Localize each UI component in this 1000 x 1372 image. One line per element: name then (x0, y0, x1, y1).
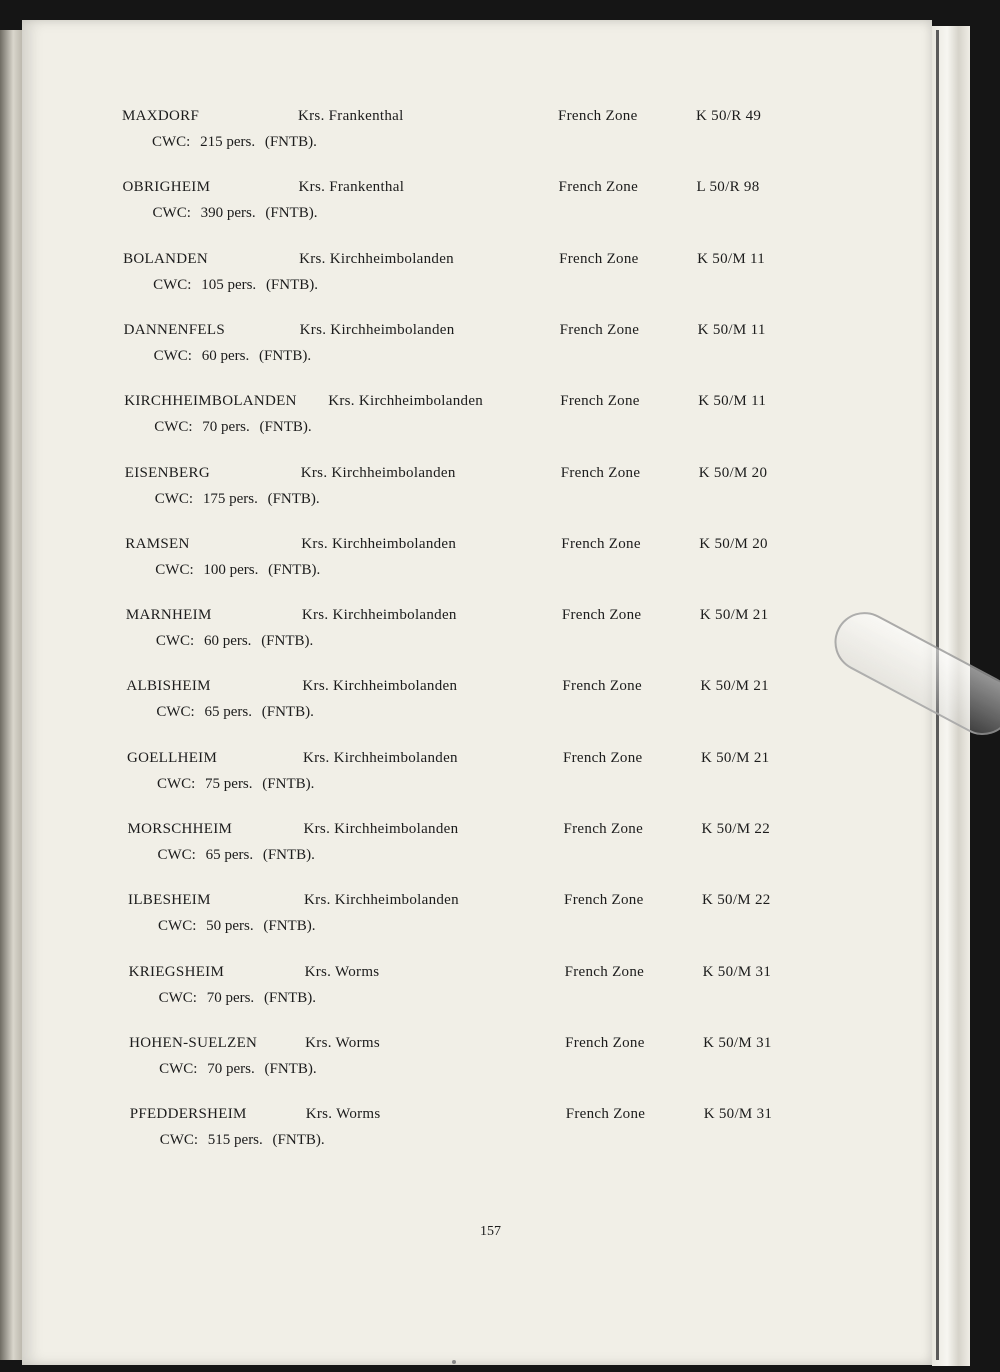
occupation-zone: French Zone (558, 108, 638, 124)
entry-detail-row (125, 562, 326, 586)
district-name: Krs. Worms (305, 1106, 381, 1123)
place-name: MARNHEIM (125, 607, 212, 624)
cwc-label: CWC: (159, 1132, 199, 1149)
district-name: Krs. Kirchheimbolanden (299, 250, 454, 267)
occupation-zone: French Zone (559, 321, 640, 338)
place-name: DANNENFELS (123, 321, 225, 338)
list-item (125, 535, 768, 586)
persons-count: 215 pers. (200, 134, 256, 150)
source-code: (FNTB). (265, 276, 319, 293)
occupation-zone: French Zone (564, 963, 645, 980)
source-code: (FNTB). (259, 419, 312, 436)
district-name: Krs. Kirchheimbolanden (299, 321, 455, 338)
entry-header-row (126, 678, 769, 704)
persons-count: 70 pers. (207, 1060, 255, 1077)
place-name: RAMSEN (125, 535, 190, 552)
list-item (128, 892, 771, 942)
source-code: (FNTB). (265, 205, 318, 222)
facing-page-edge (0, 30, 22, 1360)
entry-detail-row (123, 277, 324, 301)
district-name: Krs. Kirchheimbolanden (301, 535, 457, 552)
map-grid-reference: L 50/R 98 (696, 179, 760, 196)
cwc-label: CWC: (154, 490, 194, 507)
map-grid-reference: K 50/M 21 (700, 678, 769, 695)
entry-header-row (125, 607, 769, 633)
source-code: (FNTB). (261, 704, 314, 721)
list-item (123, 321, 766, 372)
cwc-label: CWC: (154, 419, 193, 436)
map-grid-reference: K 50/M 11 (697, 321, 766, 338)
list-item (127, 821, 771, 871)
entry-header-row (124, 393, 767, 419)
entry-detail-row (126, 633, 319, 657)
entry-header-row (123, 250, 766, 277)
place-name: EISENBERG (124, 464, 210, 481)
occupation-zone: French Zone (559, 250, 639, 267)
cwc-label: CWC: (158, 918, 197, 935)
district-name: Krs. Kirchheimbolanden (302, 749, 458, 766)
entry-detail-row (128, 918, 321, 942)
persons-count: 75 pers. (205, 775, 253, 792)
entry-detail-row (130, 1132, 331, 1156)
entry-detail-row (124, 348, 317, 372)
persons-count: 390 pers. (200, 205, 256, 222)
occupation-zone: French Zone (562, 749, 643, 766)
source-code: (FNTB). (262, 775, 315, 792)
cwc-label: CWC: (153, 347, 192, 364)
entry-detail-row (129, 990, 322, 1014)
place-name: ILBESHEIM (128, 892, 211, 909)
place-name: MAXDORF (122, 108, 200, 124)
entry-header-row (128, 892, 771, 918)
map-grid-reference: K 50/M 22 (701, 821, 771, 837)
place-name: MORSCHHEIM (127, 821, 233, 837)
list-item (126, 678, 769, 728)
map-grid-reference: K 50/M 11 (698, 393, 767, 410)
district-name: Krs. Frankenthal (298, 108, 404, 124)
entry-detail-row (129, 1061, 322, 1085)
district-name: Krs. Worms (305, 1034, 380, 1051)
source-code: (FNTB). (261, 633, 314, 650)
list-item (123, 250, 766, 301)
district-name: Krs. Kirchheimbolanden (302, 678, 458, 695)
persons-count: 50 pers. (206, 918, 254, 935)
list-item (124, 393, 767, 443)
entry-header-row (124, 464, 768, 491)
occupation-zone: French Zone (560, 393, 640, 410)
entry-header-row (127, 821, 771, 847)
occupation-zone: French Zone (561, 535, 641, 552)
district-name: Krs. Kirchheimbolanden (328, 393, 484, 410)
entry-header-row (128, 963, 772, 990)
persons-count: 65 pers. (205, 847, 254, 863)
persons-count: 175 pers. (202, 490, 258, 507)
entry-detail-row (125, 491, 326, 515)
map-grid-reference: K 50/M 11 (697, 250, 766, 267)
persons-count: 105 pers. (201, 276, 257, 293)
source-code: (FNTB). (262, 847, 315, 863)
occupation-zone: French Zone (563, 821, 644, 837)
cwc-label: CWC: (152, 205, 191, 222)
district-name: Krs. Frankenthal (298, 179, 405, 196)
district-name: Krs. Worms (304, 963, 380, 980)
map-grid-reference: K 50/M 20 (698, 464, 768, 481)
district-name: Krs. Kirchheimbolanden (300, 464, 456, 481)
entry-detail-row (128, 847, 321, 871)
page-number: 157 (480, 1224, 501, 1239)
cwc-label: CWC: (156, 775, 196, 792)
occupation-zone: French Zone (562, 678, 642, 695)
source-code: (FNTB). (258, 347, 312, 364)
map-grid-reference: K 50/R 49 (696, 108, 762, 124)
place-name: ALBISHEIM (126, 678, 211, 695)
list-item (129, 1106, 773, 1156)
list-item (128, 963, 772, 1014)
dust-speck (452, 1360, 456, 1364)
persons-count: 100 pers. (203, 561, 259, 578)
occupation-zone: French Zone (564, 892, 644, 909)
place-name: BOLANDEN (123, 250, 208, 267)
place-name: KRIEGSHEIM (128, 963, 225, 980)
cwc-label: CWC: (155, 561, 194, 578)
entry-detail-row (124, 419, 317, 443)
list-item (125, 607, 769, 657)
source-code: (FNTB). (264, 1060, 317, 1077)
place-name: PFEDDERSHEIM (129, 1106, 247, 1123)
map-grid-reference: K 50/M 22 (702, 892, 771, 909)
source-code: (FNTB). (268, 561, 321, 578)
persons-count: 515 pers. (207, 1132, 263, 1149)
place-name: HOHEN-SUELZEN (129, 1034, 258, 1051)
occupation-zone: French Zone (560, 464, 641, 481)
source-code: (FNTB). (263, 918, 316, 935)
map-grid-reference: K 50/M 20 (699, 535, 768, 552)
district-name: Krs. Kirchheimbolanden (301, 607, 457, 624)
entry-header-row (129, 1034, 772, 1061)
persons-count: 70 pers. (202, 419, 250, 436)
cwc-label: CWC: (157, 847, 196, 863)
entry-header-row (122, 108, 762, 134)
entry-header-row (129, 1106, 773, 1132)
entry-detail-row (126, 704, 319, 728)
persons-count: 70 pers. (206, 989, 255, 1006)
map-grid-reference: K 50/M 21 (700, 749, 770, 766)
occupation-zone: French Zone (561, 607, 642, 624)
entry-header-row (125, 535, 768, 562)
entry-header-row (123, 321, 766, 348)
occupation-zone: French Zone (558, 179, 639, 196)
occupation-zone: French Zone (565, 1034, 645, 1051)
list-item (122, 108, 762, 158)
place-name: OBRIGHEIM (122, 179, 211, 196)
cwc-label: CWC: (153, 276, 192, 293)
cwc-label: CWC: (158, 989, 197, 1006)
source-code: (FNTB). (264, 134, 317, 150)
district-name: Krs. Kirchheimbolanden (303, 821, 459, 837)
map-grid-reference: K 50/M 31 (703, 1034, 772, 1051)
place-name: GOELLHEIM (126, 749, 218, 766)
cwc-label: CWC: (152, 134, 191, 150)
cwc-label: CWC: (155, 633, 195, 650)
entry-header-row (126, 749, 770, 776)
cwc-label: CWC: (159, 1060, 198, 1077)
map-grid-reference: K 50/M 31 (703, 1106, 773, 1123)
source-code: (FNTB). (267, 490, 320, 507)
entry-detail-row (123, 205, 324, 229)
source-code: (FNTB). (272, 1132, 325, 1149)
map-grid-reference: K 50/M 21 (699, 607, 769, 624)
occupation-zone: French Zone (565, 1106, 646, 1123)
place-name: KIRCHHEIMBOLANDEN (124, 393, 297, 410)
persons-count: 60 pers. (201, 347, 250, 364)
persons-count: 65 pers. (204, 704, 252, 721)
list-item (126, 749, 770, 800)
map-grid-reference: K 50/M 31 (702, 963, 772, 980)
entry-detail-row (127, 776, 320, 800)
persons-count: 60 pers. (203, 633, 252, 650)
source-code: (FNTB). (263, 989, 317, 1006)
entry-detail-row (122, 134, 323, 158)
list-item (122, 179, 760, 229)
district-name: Krs. Kirchheimbolanden (304, 892, 459, 909)
list-item (124, 464, 768, 515)
list-item (129, 1034, 772, 1085)
entry-header-row (122, 179, 760, 205)
cwc-label: CWC: (156, 704, 195, 721)
